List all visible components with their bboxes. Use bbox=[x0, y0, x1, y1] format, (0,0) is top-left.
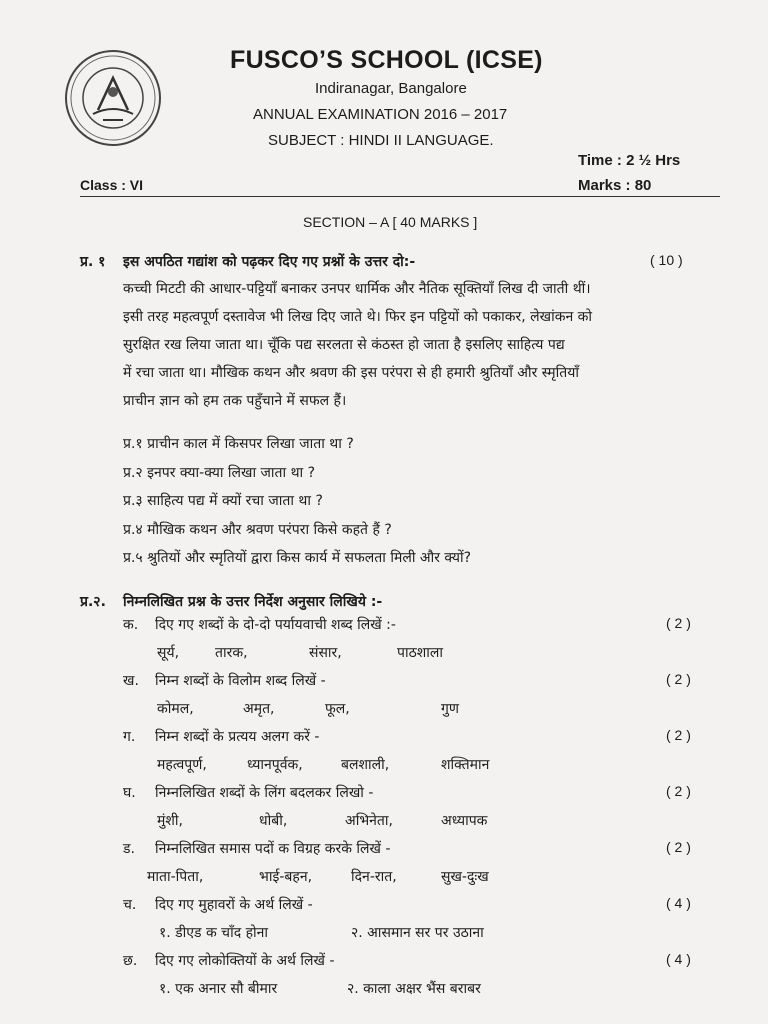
question-1-marks: ( 10 ) bbox=[650, 252, 683, 268]
item-words bbox=[123, 755, 723, 775]
question-1-sub-questions bbox=[123, 430, 471, 573]
exam-time: Time : 2 ½ Hrs bbox=[578, 152, 681, 169]
item-word: मुंशी, bbox=[157, 813, 183, 829]
item-instruction: निम्नलिखित शब्दों के लिंग बदलकर लिखो - bbox=[155, 785, 374, 801]
item-instruction: निम्नलिखित समास पदों क विग्रह करके लिखें - bbox=[155, 841, 391, 857]
item-label: क. bbox=[123, 617, 139, 633]
passage-line: कच्ची मिटटी की आधार-पट्टियाँ बनाकर उनपर धार्मिक और नैतिक सूक्तियाँ लिख दी जाती थीं। bbox=[123, 281, 591, 297]
item-label: ख. bbox=[123, 673, 139, 689]
question-item bbox=[123, 839, 723, 895]
item-label: घ. bbox=[123, 785, 136, 801]
passage-line: इसी तरह महत्वपूर्ण दस्तावेज भी लिख दिए जाते थे। फिर इन पट्टियों को पकाकर, लेखांकन को bbox=[123, 309, 593, 325]
item-instruction: दिए गए लोकोक्तियों के अर्थ लिखें - bbox=[155, 953, 335, 969]
item-word: पाठशाला bbox=[397, 645, 443, 661]
item-marks: ( 2 ) bbox=[666, 615, 691, 631]
item-word: ध्यानपूर्वक, bbox=[247, 757, 303, 773]
header-divider bbox=[80, 196, 720, 197]
class-label: Class : VI bbox=[80, 177, 144, 193]
question-item bbox=[123, 727, 723, 783]
item-word: भाई-बहन, bbox=[259, 869, 313, 885]
question-item bbox=[123, 783, 723, 839]
item-marks: ( 2 ) bbox=[666, 727, 691, 743]
item-word: धोबी, bbox=[259, 813, 288, 829]
item-word: सूर्य, bbox=[157, 645, 180, 661]
item-word: फूल, bbox=[325, 701, 350, 717]
school-location: Indiranagar, Bangalore bbox=[315, 80, 467, 97]
item-label: च. bbox=[123, 897, 137, 913]
section-title: SECTION – A [ 40 MARKS ] bbox=[303, 214, 478, 230]
item-words bbox=[123, 643, 723, 663]
item-word: महत्वपूर्ण, bbox=[157, 757, 207, 773]
question-1-instruction: इस अपठित गद्यांश को पढ़कर दिए गए प्रश्नों के उत्तर दो:- bbox=[123, 254, 416, 270]
item-label: छ. bbox=[123, 953, 138, 969]
subject-line: SUBJECT : HINDI II LANGUAGE. bbox=[268, 132, 494, 149]
item-word: तारक, bbox=[215, 645, 248, 661]
item-word: अमृत, bbox=[243, 701, 275, 717]
question-item bbox=[123, 671, 723, 727]
item-label: ड. bbox=[123, 841, 135, 857]
sub-question: प्र.२ इनपर क्या-क्या लिखा जाता था ? bbox=[123, 464, 316, 481]
item-word: अध्यापक bbox=[441, 813, 488, 829]
passage-line: प्राचीन ज्ञान को हम तक पहुँचाने में सफल हैं। bbox=[123, 393, 347, 409]
question-item bbox=[123, 895, 723, 951]
item-word: दिन-रात, bbox=[351, 869, 397, 885]
total-marks: Marks : 80 bbox=[578, 177, 652, 194]
item-marks: ( 4 ) bbox=[666, 895, 691, 911]
passage-line: सुरक्षित रख लिया जाता था। चूँकि पद्य सरलता से कंठस्त हो जाता है इसलिए साहित्य पद्य bbox=[123, 337, 565, 353]
item-word: शक्तिमान bbox=[441, 757, 490, 773]
item-words bbox=[123, 923, 723, 943]
item-words bbox=[123, 867, 723, 887]
item-word: सुख-दुःख bbox=[441, 869, 489, 885]
item-word: २. काला अक्षर भैंस बराबर bbox=[347, 981, 481, 997]
question-2-number: प्र.२. bbox=[80, 594, 106, 610]
question-1-number: प्र. १ bbox=[80, 254, 106, 270]
sub-question: प्र.३ साहित्य पद्य में क्यों रचा जाता था ? bbox=[123, 493, 323, 509]
item-instruction: निम्न शब्दों के प्रत्यय अलग करें - bbox=[155, 729, 320, 745]
item-word: बलशाली, bbox=[341, 757, 390, 773]
item-word: १. डीएड क चाँद होना bbox=[159, 925, 269, 941]
item-instruction: दिए गए शब्दों के दो-दो पर्यायवाची शब्द लिखें :- bbox=[155, 617, 396, 633]
item-word: २. आसमान सर पर उठाना bbox=[351, 925, 484, 941]
exam-title: ANNUAL EXAMINATION 2016 – 2017 bbox=[253, 106, 508, 123]
item-words bbox=[123, 979, 723, 999]
school-name: FUSCO’S SCHOOL (ICSE) bbox=[230, 46, 543, 74]
item-word: अभिनेता, bbox=[345, 813, 393, 829]
question-item bbox=[123, 951, 723, 1007]
item-instruction: दिए गए मुहावरों के अर्थ लिखें - bbox=[155, 897, 313, 913]
passage-line: में रचा जाता था। मौखिक कथन और श्रवण की इस परंपरा से ही हमारी श्रुतियाँ और स्मृतियाँ bbox=[123, 365, 579, 381]
item-word: संसार, bbox=[309, 645, 342, 661]
item-word: गुण bbox=[441, 701, 460, 717]
question-item bbox=[123, 615, 723, 671]
item-label: ग. bbox=[123, 729, 136, 745]
school-seal-logo bbox=[63, 48, 163, 148]
item-marks: ( 2 ) bbox=[666, 671, 691, 687]
item-marks: ( 2 ) bbox=[666, 783, 691, 799]
question-2-instruction: निम्नलिखित प्रश्न के उत्तर निर्देश अनुसार लिखिये :- bbox=[123, 594, 383, 610]
item-instruction: निम्न शब्दों के विलोम शब्द लिखें - bbox=[155, 673, 326, 689]
unseen-passage bbox=[123, 275, 723, 415]
item-word: कोमल, bbox=[157, 701, 194, 717]
item-word: १. एक अनार सौ बीमार bbox=[159, 981, 278, 997]
item-marks: ( 4 ) bbox=[666, 951, 691, 967]
item-marks: ( 2 ) bbox=[666, 839, 691, 855]
question-2-items bbox=[123, 615, 723, 1007]
item-words bbox=[123, 699, 723, 719]
item-word: माता-पिता, bbox=[147, 869, 204, 885]
sub-question: प्र.४ मौखिक कथन और श्रवण परंपरा किसे कहते हैं ? bbox=[123, 521, 392, 538]
sub-question: प्र.१ प्राचीन काल में किसपर लिखा जाता था ? bbox=[123, 436, 354, 452]
sub-question: प्र.५ श्रुतियों और स्मृतियों द्वारा किस कार्य में सफलता मिली और क्यों? bbox=[123, 550, 472, 566]
item-words bbox=[123, 811, 723, 831]
